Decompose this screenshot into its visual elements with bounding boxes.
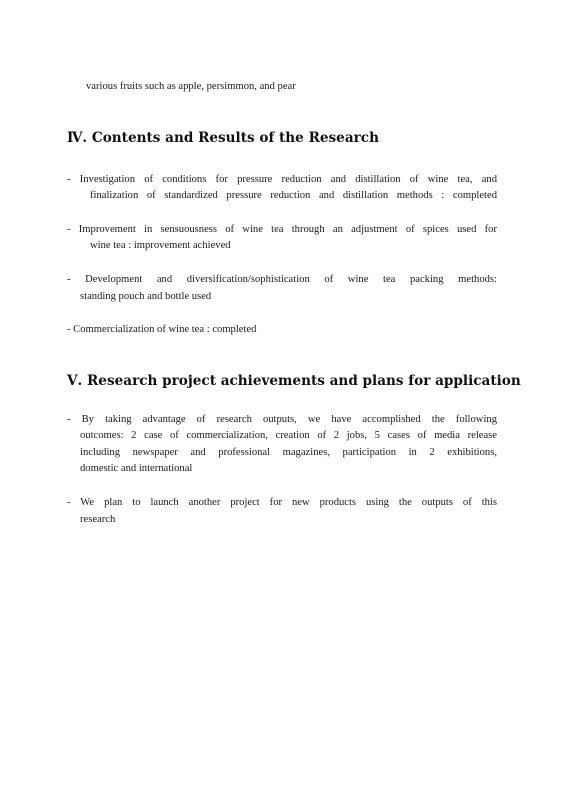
section-4-item-1-line-1: - Investigation of conditions for pressure reduction and distillation of wine tea, and [67, 174, 497, 185]
section-5-item-1-line-1: - By taking advantage of research outputs, we have accomplished the following [67, 414, 497, 425]
section-4-heading: Ⅳ. Contents and Results of the Research [67, 130, 379, 146]
section-4-item-2-line-1: - Improvement in sensuousness of wine tea through an adjustment of spices used for [67, 224, 497, 235]
section-4-item-1-line-2: finalization of standardized pressure reduction and distillation methods : completed [90, 190, 497, 201]
section-5-item-1-line-2: outcomes: 2 case of commercialization, creation of 2 jobs, 5 cases of media release [80, 430, 497, 441]
section-4-item-3-line-1: - Development and diversification/sophistication of wine tea packing methods: [67, 274, 497, 285]
section-5-item-2-line-2: research [80, 514, 116, 525]
section-5-heading: Ⅴ. Research project achievements and plans for application [67, 373, 521, 389]
intro-line: various fruits such as apple, persimmon, and pear [86, 81, 296, 92]
section-4-item-2-line-2: wine tea : improvement achieved [90, 240, 231, 251]
section-4-item-3-line-2: standing pouch and bottle used [80, 291, 212, 302]
section-5-item-1-line-4: domestic and international [80, 463, 193, 474]
section-4-item-4-line-1: - Commercialization of wine tea : completed [67, 324, 257, 335]
section-5-item-2-line-1: - We plan to launch another project for new products using the outputs of this [67, 497, 497, 508]
section-5-item-1-line-3: including newspaper and professional magazines, participation in 2 exhibitions, [80, 447, 497, 458]
